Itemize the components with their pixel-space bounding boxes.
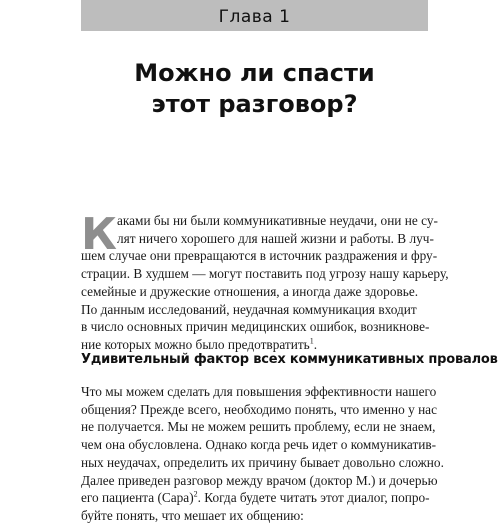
section-line: Далее приведен разговор между врачом (доктор М.) и дочерью	[81, 472, 438, 488]
intro-line: шем случае они превращаются в источник раздражения и фру-	[81, 248, 438, 264]
section-line: не получается. Мы не можем решить проблему, если не знаем,	[81, 419, 436, 435]
section-heading: Удивительный фактор всех коммуникативных провалов	[81, 352, 498, 367]
footnote-marker-1: 1	[309, 336, 314, 346]
chapter-label: Глава 1	[218, 7, 291, 27]
intro-line: семейные и дружеские отношения, а иногда даже здоровье.	[81, 283, 419, 299]
section-line: ных неудачах, определить их причину бывает довольно сложно.	[81, 454, 444, 470]
section-line: Что мы можем сделать для повышения эффективности нашего	[81, 384, 437, 399]
section-paragraph	[81, 383, 444, 525]
chapter-title-line-2: этот разговор?	[151, 90, 358, 118]
section-line-text: его пациента (Сара)	[81, 490, 194, 506]
section-line-text-cont: . Когда будете читать этот диалог, попро-	[197, 490, 430, 506]
intro-paragraph	[81, 209, 449, 354]
section-line-with-footnote	[81, 489, 428, 507]
intro-end-punct: .	[313, 336, 318, 352]
intro-line: По данным исследований, неудачная коммуникация входит	[81, 301, 417, 317]
footnote-marker-2: 2	[193, 489, 198, 499]
drop-cap: К	[81, 209, 117, 260]
chapter-title-line-1: Можно ли спасти	[134, 59, 375, 87]
intro-line: аками бы ни были коммуникативные неудачи, они не су-	[117, 213, 438, 228]
chapter-header-bar	[81, 0, 428, 31]
section-line: буйте понять, что мешает их общению:	[81, 507, 304, 523]
chapter-title	[81, 58, 428, 120]
intro-line: лят ничего хорошего для нашей жизни и работы. В луч-	[117, 230, 434, 246]
intro-line-text: ние которых можно было предотвратить	[81, 336, 310, 352]
intro-line: страции. В худшем — могут поставить под угрозу нашу карьеру,	[81, 266, 449, 282]
section-line: общения? Прежде всего, необходимо понять, что именно у нас	[81, 401, 437, 417]
intro-line: в число основных причин медицинских ошибок, возникнове-	[81, 319, 430, 335]
section-line: чем она обусловлена. Однако когда речь идет о коммуникатив-	[81, 437, 437, 453]
